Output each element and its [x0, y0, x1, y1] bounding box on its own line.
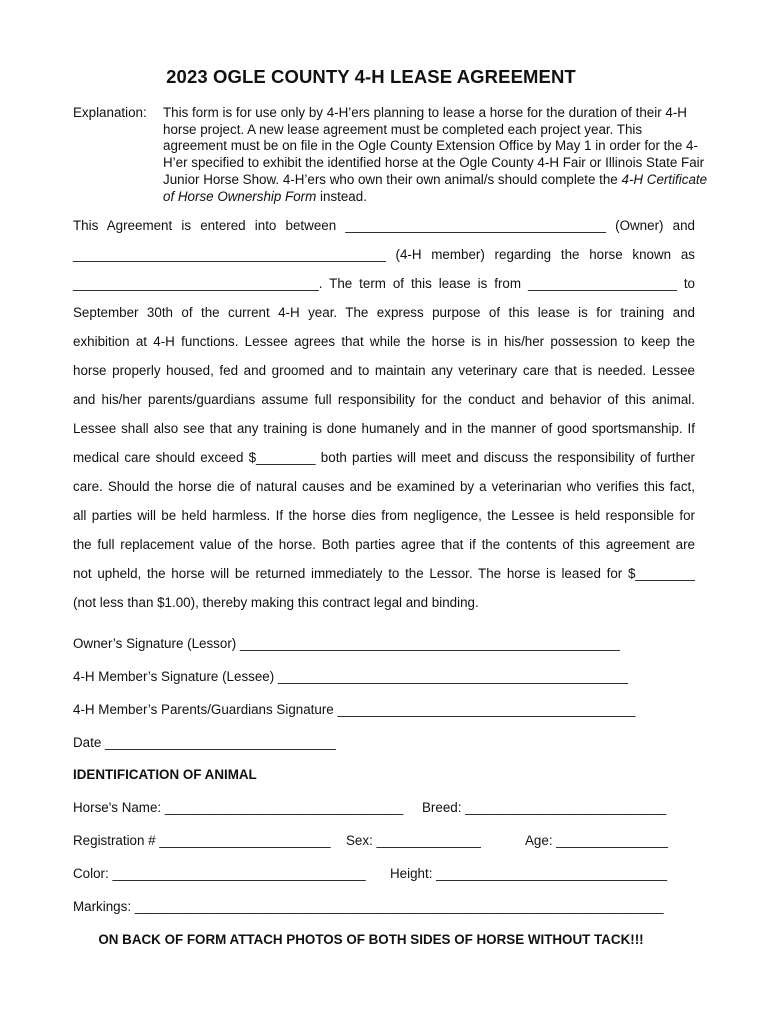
agreement-line[interactable]: _________________________________. The term of this lease is from ____________________ to: [73, 276, 695, 291]
agreement-line: the full replacement value of the horse. Both parties agree that if the contents of this agreement are: [73, 537, 695, 552]
certificate-form-name: 4-H Certificate of Horse Ownership Form: [163, 171, 708, 204]
agreement-line[interactable]: This Agreement is entered into between ___________________________________ (Owner) and: [73, 218, 695, 233]
agreement-line: exhibition at 4-H functions. Lessee agrees that while the horse is in his/her possession to keep the: [73, 334, 695, 349]
explanation-text-part1: This form is for use only by 4-H’ers planning to lease a horse for the duration of their 4-H horse project. A new lease agreement must be completed each project year. This agreement must be on file in the Ogle County Extension Office by May 1 in order for the 4-H’er specified to exhibit the identified horse at the Ogle County 4-H Fair or Illinois State Fair Junior Horse Show. 4-H’ers who own their own animal/s should complete the: [163, 105, 705, 187]
member-signature-field[interactable]: 4-H Member’s Signature (Lessee) _______________________________________________: [73, 669, 628, 684]
breed-field[interactable]: Breed: ___________________________: [422, 800, 667, 815]
agreement-line: Lessee shall also see that any training is done humanely and in the manner of good sportsmanship. If: [73, 421, 695, 436]
agreement-line: and his/her parents/guardians assume full responsibility for the conduct and behavior of this animal.: [73, 392, 695, 407]
agreement-line[interactable]: __________________________________________ (4-H member) regarding the horse known as: [73, 247, 695, 262]
sex-field[interactable]: Sex: ______________: [346, 833, 481, 848]
identification-heading: IDENTIFICATION OF ANIMAL: [73, 767, 257, 782]
color-field[interactable]: Color: __________________________________: [73, 866, 366, 881]
agreement-line: care. Should the horse die of natural causes and be examined by a veterinarian who verifies this fact,: [73, 479, 695, 494]
date-field[interactable]: Date _______________________________: [73, 735, 336, 750]
agreement-line: September 30th of the current 4-H year. The express purpose of this lease is for training and: [73, 305, 695, 320]
age-field[interactable]: Age: _______________: [525, 833, 668, 848]
markings-field[interactable]: Markings: _______________________________________________________________________: [73, 899, 664, 914]
explanation-text-part2: instead.: [316, 188, 367, 204]
parents-signature-field[interactable]: 4-H Member’s Parents/Guardians Signature ________________________________________: [73, 702, 636, 717]
photo-instructions-note: ON BACK OF FORM ATTACH PHOTOS OF BOTH SIDES OF HORSE WITHOUT TACK!!!: [98, 932, 644, 947]
agreement-line: all parties will be held harmless. If the horse dies from negligence, the Lessee is held responsible for: [73, 508, 695, 523]
explanation-label: Explanation:: [73, 105, 147, 120]
horse-name-field[interactable]: Horse's Name: ________________________________: [73, 800, 404, 815]
explanation-text: [163, 105, 708, 205]
registration-field[interactable]: Registration # _______________________: [73, 833, 331, 848]
height-field[interactable]: Height: _______________________________: [390, 866, 668, 881]
agreement-line[interactable]: not upheld, the horse will be returned immediately to the Lessor. The horse is leased for $________: [73, 566, 695, 581]
agreement-line[interactable]: medical care should exceed $________ both parties will meet and discuss the responsibility of further: [73, 450, 695, 465]
agreement-line: (not less than $1.00), thereby making this contract legal and binding.: [73, 595, 479, 610]
page-title: 2023 OGLE COUNTY 4-H LEASE AGREEMENT: [166, 66, 576, 87]
owner-signature-field[interactable]: Owner’s Signature (Lessor) ___________________________________________________: [73, 636, 620, 651]
agreement-line: horse properly housed, fed and groomed and to maintain any veterinary care that is needed. Lessee: [73, 363, 695, 378]
